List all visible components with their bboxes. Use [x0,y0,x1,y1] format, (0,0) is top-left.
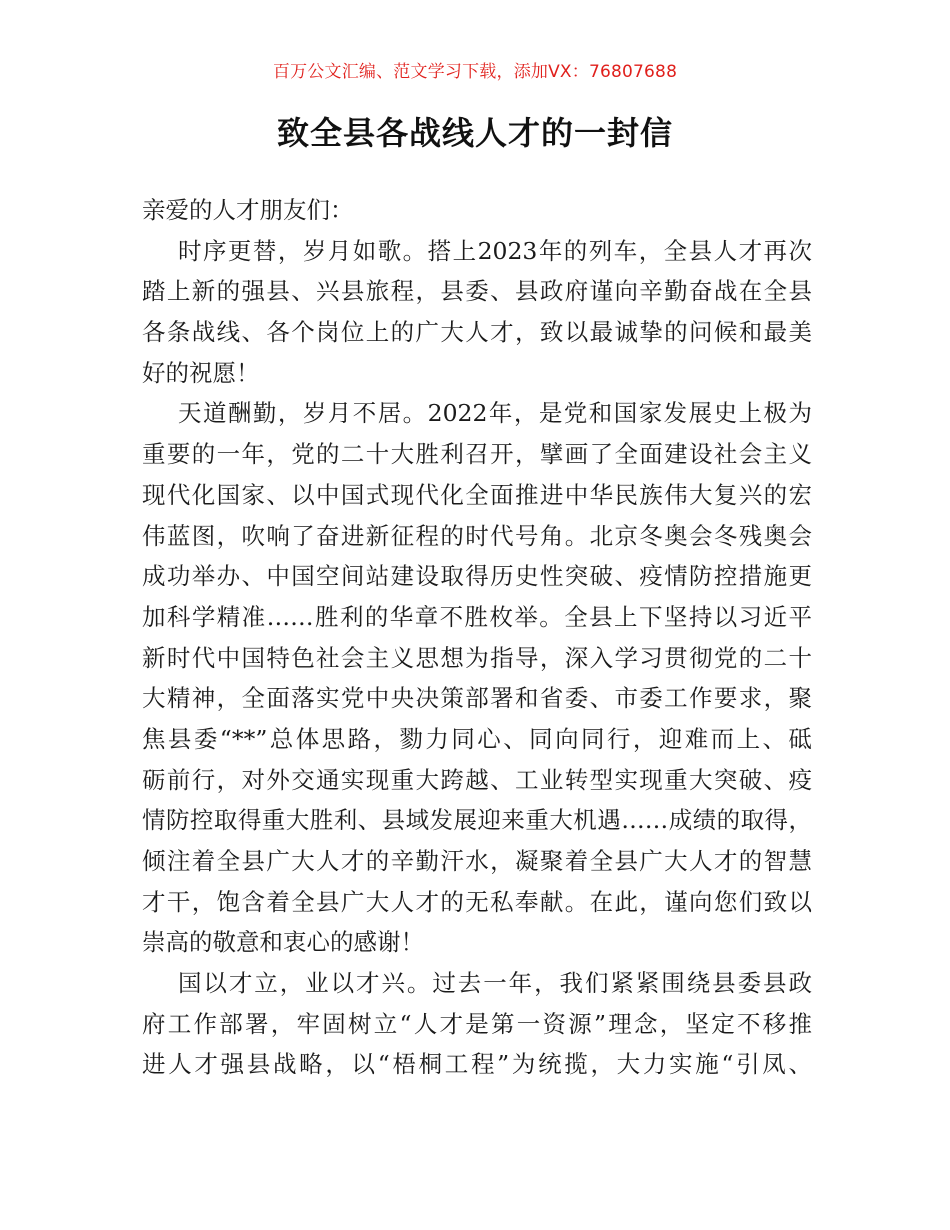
paragraph-line: 新时代中国特色社会主义思想为指导，深入学习贯彻党的二十 [142,643,812,672]
header-watermark-note: 百万公文汇编、范文学习下载，添加VX：76807688 [272,62,678,82]
paragraph-line: 踏上新的强县、兴县旅程，县委、县政府谨向辛勤奋战在全县 [142,277,812,306]
paragraph-line: 好的祝愿！ [142,358,260,387]
paragraph-line: 倾注着全县广大人才的辛勤汗水，凝聚着全县广大人才的智慧 [142,847,812,875]
document-title: 致全县各战线人才的一封信 [276,114,673,152]
paragraph-line: 情防控取得重大胜利、县域发展迎来重大机遇……成绩的取得， [142,806,812,835]
paragraph-line: 重要的一年，党的二十大胜利召开，擘画了全面建设社会主义 [142,440,812,469]
letter-body [142,190,812,1085]
paragraph-line: 天道酬勤，岁月不居。2022年，是党和国家发展史上极为 [178,399,812,428]
paragraph-line: 各条战线、各个岗位上的广大人才，致以最诚挚的问候和最美 [142,318,812,347]
salutation-line: 亲爱的人才朋友们： [142,196,354,224]
paragraph-line: 时序更替，岁月如歌。搭上2023年的列车，全县人才再次 [178,236,812,265]
paragraph-line: 现代化国家、以中国式现代化全面推进中华民族伟大复兴的宏 [142,480,812,509]
paragraph-line: 崇高的敬意和衷心的感谢！ [142,928,424,957]
paragraph-line: 国以才立，业以才兴。过去一年，我们紧紧围绕县委县政 [178,969,812,998]
paragraph-line: 才干，饱含着全县广大人才的无私奉献。在此，谨向您们致以 [142,887,812,916]
paragraph-line: 成功举办、中国空间站建设取得历史性突破、疫情防控措施更 [142,562,812,591]
paragraph-line: 砺前行，对外交通实现重大跨越、工业转型实现重大突破、疫 [142,765,812,794]
paragraph-line: 伟蓝图，吹响了奋进新征程的时代号角。北京冬奥会冬残奥会 [142,521,812,550]
paragraph-line: 焦县委“**”总体思路，勠力同心、同向同行，迎难而上、砥 [142,724,812,753]
paragraph-line: 大精神，全面落实党中央决策部署和省委、市委工作要求，聚 [142,684,812,713]
paragraph-line: 进人才强县战略，以“梧桐工程”为统揽，大力实施“引凤、 [142,1050,812,1079]
paragraph-line: 府工作部署，牢固树立“人才是第一资源”理念，坚定不移推 [142,1009,812,1038]
paragraph-line: 加科学精准……胜利的华章不胜枚举。全县上下坚持以习近平 [142,602,812,631]
